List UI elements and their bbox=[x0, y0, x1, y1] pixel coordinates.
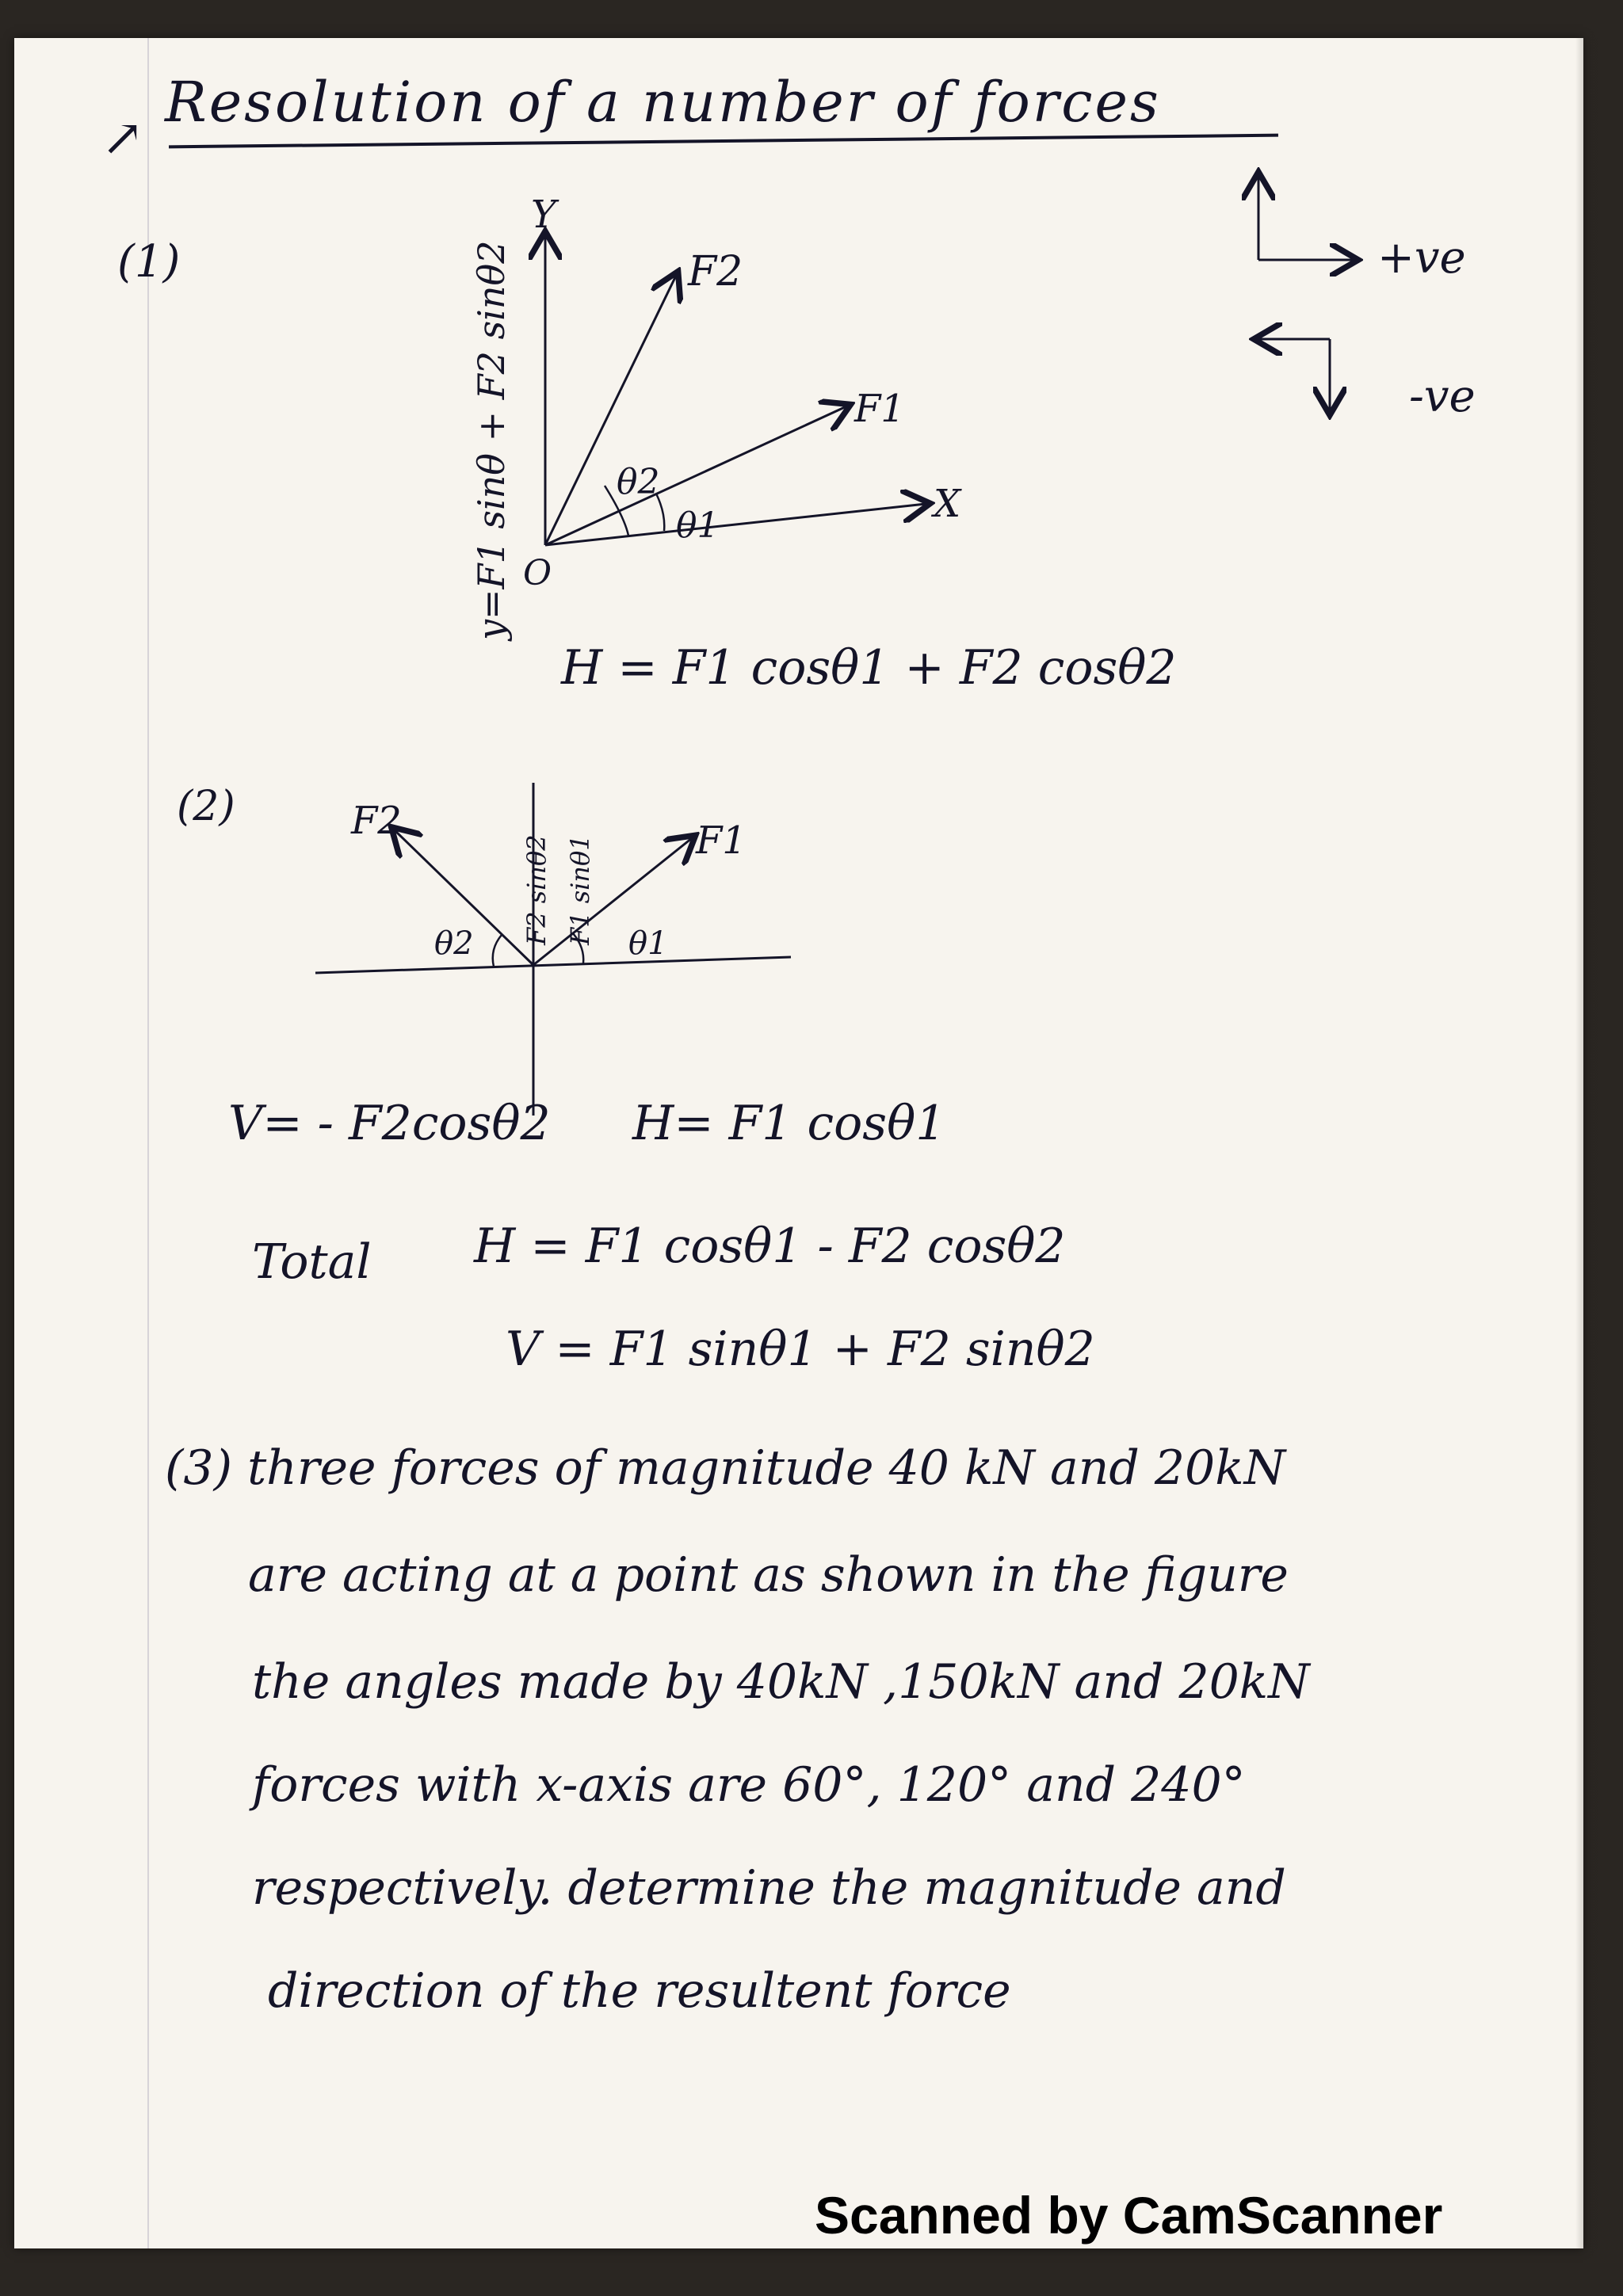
fig2-theta2-label: θ2 bbox=[434, 925, 474, 962]
fig2-label: (2) bbox=[177, 783, 235, 830]
fig2-horizontal-axis bbox=[315, 957, 791, 973]
fig2-vertical-component-1: F1 sinθ1 bbox=[565, 834, 595, 945]
fig2-h-equation: H= F1 cosθ1 bbox=[632, 1096, 946, 1151]
problem-line-3: the angles made by 40kN ,150kN and 20kN bbox=[252, 1654, 1310, 1710]
sign-positive: +ve bbox=[1377, 232, 1466, 284]
fig2-theta2-arc bbox=[493, 935, 502, 967]
fig1-theta2-label: θ2 bbox=[617, 462, 660, 502]
fig2-theta1-label: θ1 bbox=[628, 925, 668, 962]
fig2-f2-label: F2 bbox=[351, 799, 402, 843]
problem-line-2: are acting at a point as shown in the figure bbox=[248, 1547, 1289, 1603]
fig2-f1-label: F1 bbox=[696, 818, 747, 863]
page-edge-shadow bbox=[1575, 0, 1623, 2296]
bullet-arrow: ↗ bbox=[101, 109, 144, 168]
sign-negative: -ve bbox=[1409, 371, 1476, 422]
scanner-watermark: Scanned by CamScanner bbox=[815, 2186, 1443, 2245]
fig1-y-axis-label: Y bbox=[531, 193, 556, 237]
fig2-vertical-component-2: F2 sinθ2 bbox=[521, 834, 552, 945]
fig1-f2-label: F2 bbox=[688, 248, 743, 296]
fig1-f2-vector bbox=[545, 276, 676, 545]
fig1-f1-label: F1 bbox=[854, 387, 905, 431]
fig1-x-axis-label: X bbox=[934, 482, 961, 526]
problem-line-4: forces with x-axis are 60°, 120° and 240° bbox=[252, 1757, 1246, 1813]
problem-line-6: direction of the resultent force bbox=[268, 1963, 1011, 2019]
total-v-equation: V = F1 sinθ1 + F2 sinθ2 bbox=[506, 1322, 1095, 1377]
sign-convention bbox=[1258, 177, 1354, 410]
fig1-theta1-label: θ1 bbox=[676, 505, 720, 546]
fig1-y-equation: y=F1 sinθ + F2 sinθ2 bbox=[470, 240, 513, 640]
fig2-v-equation: V= - F2cosθ2 bbox=[228, 1096, 551, 1151]
problem-line-5: respectively. determine the magnitude and bbox=[252, 1860, 1286, 1916]
page-title: Resolution of a number of forces bbox=[165, 70, 1161, 135]
problem-line-1: (3) three forces of magnitude 40 kN and 20kN bbox=[165, 1440, 1286, 1496]
total-h-equation: H = F1 cosθ1 - F2 cosθ2 bbox=[474, 1219, 1066, 1274]
total-label: Total bbox=[252, 1234, 372, 1290]
fig1-h-equation: H = F1 cosθ1 + F2 cosθ2 bbox=[561, 640, 1177, 696]
fig2-f1-vector bbox=[533, 838, 692, 965]
fig1-label: (1) bbox=[117, 236, 181, 288]
fig1-x-axis bbox=[545, 504, 926, 545]
notebook-page bbox=[14, 38, 1583, 2248]
fig1-origin-label: O bbox=[523, 553, 552, 593]
